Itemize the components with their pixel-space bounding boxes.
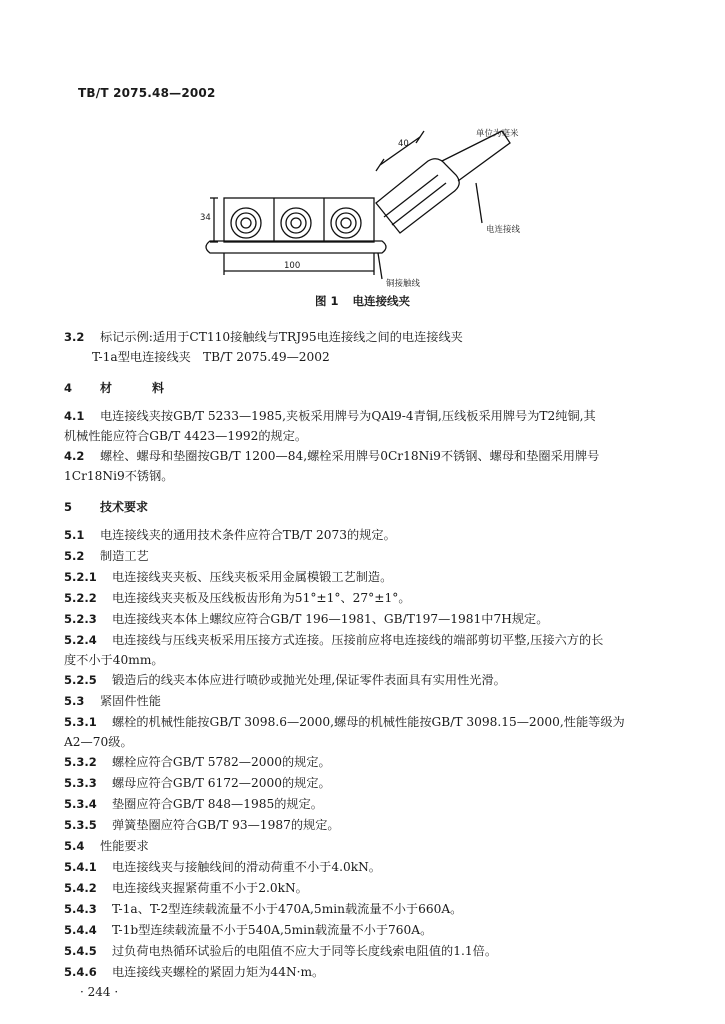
clause-5-4-3: 5.4.3 T-1a、T-2型连续载流量不小于470A,5min载流量不小于660A。: [64, 902, 463, 916]
figure-1-clamp-drawing: [180, 125, 560, 295]
section-4-heading: 4 材 料: [64, 381, 179, 395]
clause-5-3-2: 5.3.2 螺栓应符合GB/T 5782—2000的规定。: [64, 755, 331, 769]
clause-5-2-3: 5.2.3 电连接线夹本体上螺纹应符合GB/T 196—1981、GB/T197—1981中7H规定。: [64, 612, 549, 626]
label-connect-wire: 电连接线: [486, 225, 521, 235]
clause-4-2-cont: 1Cr18Ni9不锈钢。: [64, 469, 174, 483]
clause-5-3-5: 5.3.5 弹簧垫圈应符合GB/T 93—1987的规定。: [64, 818, 340, 832]
document-header: TB/T 2075.48—2002: [78, 86, 216, 100]
clause-4-1: 4.1 电连接线夹按GB/T 5233—1985,夹板采用牌号为QAl9-4青铜,压线板采用牌号为T2纯铜,其: [64, 409, 596, 423]
clause-5-2-1: 5.2.1 电连接线夹夹板、压线夹板采用金属模锻工艺制造。: [64, 570, 393, 584]
dimension-height: 34: [200, 213, 211, 223]
contact-wire: [206, 241, 386, 253]
unit-label: 单位为毫米: [476, 129, 519, 139]
clause-5-3-1-cont: A2—70级。: [64, 735, 133, 749]
bolt-2: [281, 208, 311, 238]
crimp-sleeve: [376, 159, 459, 233]
dimension-length: 100: [284, 261, 301, 271]
clause-5-2: 5.2 制造工艺: [64, 549, 149, 563]
clause-5-3-4: 5.3.4 垫圈应符合GB/T 848—1985的规定。: [64, 797, 323, 811]
figure-caption: [0, 293, 725, 309]
caption-number: 图 1: [314, 294, 339, 308]
clause-5-4-6: 5.4.6 电连接线夹螺栓的紧固力矩为44N·m。: [64, 965, 325, 979]
clamp-body: [224, 198, 374, 242]
clause-5-4-4: 5.4.4 T-1b型连续载流量不小于540A,5min载流量不小于760A。: [64, 923, 433, 937]
clause-5-3: 5.3 紧固件性能: [64, 694, 161, 708]
clamp-drawing-svg: [180, 125, 560, 295]
caption-title: 电连接线夹: [352, 294, 410, 308]
clause-5-4-1: 5.4.1 电连接线夹与接触线间的滑动荷重不小于4.0kN。: [64, 860, 381, 874]
clause-5-4-5: 5.4.5 过负荷电热循环试验后的电阻值不应大于同等长度线索电阻值的1.1倍。: [64, 944, 498, 958]
bolt-1: [231, 208, 261, 238]
clause-4-2: 4.2 螺栓、螺母和垫圈按GB/T 1200—84,螺栓采用牌号0Cr18Ni9不锈钢、螺母和垫圈采用牌号: [64, 449, 600, 463]
clause-5-2-4: 5.2.4 电连接线与压线夹板采用压接方式连接。压接前应将电连接线的端部剪切平整,压接六方的长: [64, 633, 604, 647]
label-contact-wire: 铜接触线: [386, 279, 421, 289]
bolt-3: [331, 208, 361, 238]
clause-5-3-3: 5.3.3 螺母应符合GB/T 6172—2000的规定。: [64, 776, 331, 790]
page-number: · 244 ·: [80, 985, 119, 999]
clause-3-2-example: T-1a型电连接线夹 TB/T 2075.49—2002: [92, 350, 330, 364]
clause-4-1-cont: 机械性能应符合GB/T 4423—1992的规定。: [64, 429, 308, 443]
section-5-heading: 5 技术要求: [64, 500, 149, 514]
clause-5-2-2: 5.2.2 电连接线夹夹板及压线板齿形角为51°±1°、27°±1°。: [64, 591, 411, 605]
clause-5-4-2: 5.4.2 电连接线夹握紧荷重不小于2.0kN。: [64, 881, 308, 895]
clause-3-2: 3.2 标记示例:适用于CT110接触线与TRJ95电连接线之间的电连接线夹: [64, 330, 463, 344]
clause-5-2-4-cont: 度不小于40mm。: [64, 653, 164, 667]
clause-5-1: 5.1 电连接线夹的通用技术条件应符合TB/T 2073的规定。: [64, 528, 396, 542]
clause-5-4: 5.4 性能要求: [64, 839, 149, 853]
dimension-width: 40: [398, 139, 409, 149]
clause-5-3-1: 5.3.1 螺栓的机械性能按GB/T 3098.6—2000,螺母的机械性能按GB/T 3098.15—2000,性能等级为: [64, 715, 625, 729]
clause-5-2-5: 5.2.5 锻造后的线夹本体应进行喷砂或抛光处理,保证零件表面具有实用性光滑。: [64, 673, 506, 687]
